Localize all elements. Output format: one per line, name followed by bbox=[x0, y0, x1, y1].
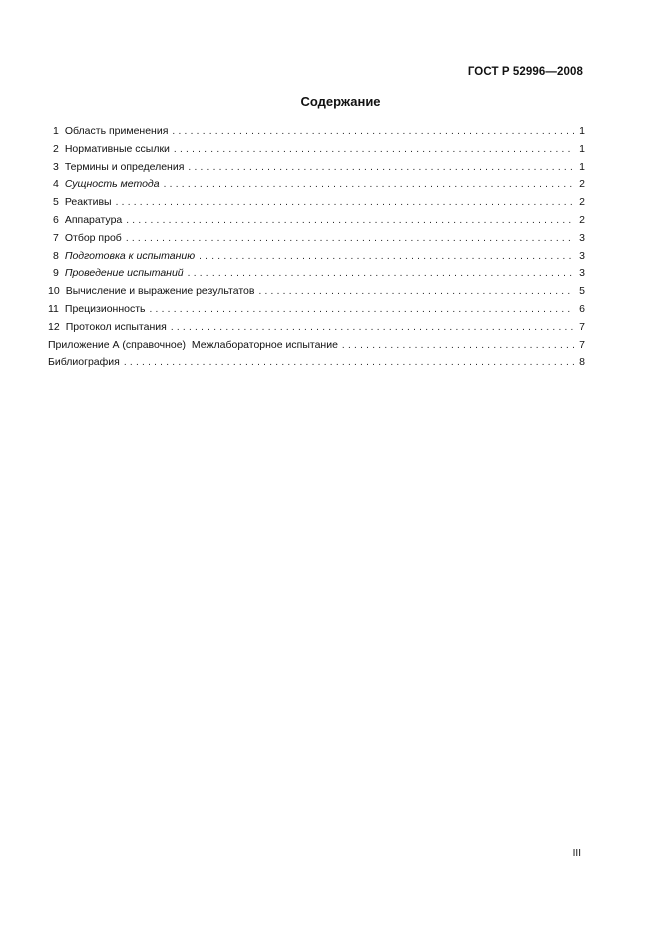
toc-entry-label: Проведение испытаний bbox=[64, 267, 184, 280]
toc-entry-page: 2 bbox=[579, 178, 585, 191]
toc-entry[interactable] bbox=[48, 196, 585, 214]
toc-leader-dots bbox=[342, 340, 574, 351]
toc-entry-number: 5 bbox=[53, 196, 59, 209]
toc-entry[interactable] bbox=[48, 232, 585, 250]
toc-entry-page: 7 bbox=[579, 338, 585, 351]
toc-entry-label: Термины и определения bbox=[64, 160, 185, 173]
toc-entry-page: 1 bbox=[579, 125, 585, 137]
toc-entry[interactable] bbox=[48, 161, 585, 179]
toc-leader-dots bbox=[174, 144, 574, 155]
table-of-contents bbox=[48, 125, 585, 374]
toc-entry-label: Протокол испытания bbox=[65, 320, 167, 333]
toc-entry-label: Сущность метода bbox=[64, 178, 160, 191]
toc-entry-label: Нормативные ссылки bbox=[64, 142, 170, 155]
toc-leader-dots bbox=[188, 162, 574, 173]
toc-entry-number: 8 bbox=[53, 249, 59, 262]
toc-entry-label: Библиография bbox=[48, 356, 120, 369]
toc-entry-label: Отбор проб bbox=[64, 231, 122, 244]
toc-entry-page: 2 bbox=[579, 196, 585, 209]
toc-entry[interactable] bbox=[48, 339, 585, 357]
toc-leader-dots bbox=[199, 251, 574, 262]
toc-leader-dots bbox=[116, 197, 574, 208]
toc-leader-dots bbox=[126, 233, 574, 244]
toc-entry-label: Реактивы bbox=[64, 196, 112, 209]
toc-leader-dots bbox=[150, 304, 575, 315]
toc-entry-page: 1 bbox=[579, 160, 585, 173]
toc-entry[interactable] bbox=[48, 125, 585, 143]
toc-entry-page: 3 bbox=[579, 231, 585, 244]
toc-entry-number: 4 bbox=[53, 178, 59, 191]
toc-entry-page: 3 bbox=[579, 249, 585, 262]
toc-leader-dots bbox=[164, 179, 574, 190]
toc-entry-number: 3 bbox=[53, 160, 59, 173]
toc-entry-label: Область применения bbox=[64, 125, 169, 137]
page-number: III bbox=[572, 848, 581, 859]
toc-entry[interactable] bbox=[48, 321, 585, 339]
toc-entry-number: 11 bbox=[48, 302, 59, 315]
toc-leader-dots bbox=[126, 215, 574, 226]
document-code: ГОСТ Р 52996—2008 bbox=[467, 66, 583, 78]
toc-entry-number: 12 bbox=[48, 320, 60, 333]
toc-entry-number: 10 bbox=[48, 285, 60, 298]
toc-entry-label: Прецизионность bbox=[64, 302, 146, 315]
toc-entry-label: Приложение А (справочное) Межлабораторное испытание bbox=[48, 338, 338, 351]
toc-entry[interactable] bbox=[48, 267, 585, 285]
toc-entry[interactable] bbox=[48, 143, 585, 161]
toc-leader-dots bbox=[172, 126, 574, 137]
toc-entry-page: 1 bbox=[579, 142, 585, 155]
toc-title: Содержание bbox=[300, 94, 381, 109]
toc-leader-dots bbox=[124, 357, 574, 368]
toc-entry-page: 6 bbox=[579, 302, 585, 315]
toc-entry-label: Аппаратура bbox=[64, 213, 123, 226]
toc-entry-page: 5 bbox=[579, 285, 585, 298]
toc-entry-label: Подготовка к испытанию bbox=[64, 249, 196, 262]
toc-entry[interactable] bbox=[48, 356, 585, 374]
toc-entry[interactable] bbox=[48, 250, 585, 268]
toc-entry[interactable] bbox=[48, 303, 585, 321]
toc-leader-dots bbox=[188, 268, 574, 279]
toc-entry-page: 7 bbox=[579, 320, 585, 333]
toc-leader-dots bbox=[258, 286, 574, 297]
toc-entry-number: 7 bbox=[53, 231, 59, 244]
toc-entry[interactable] bbox=[48, 285, 585, 303]
toc-leader-dots bbox=[171, 322, 574, 333]
toc-entry[interactable] bbox=[48, 214, 585, 232]
toc-entry-page: 2 bbox=[579, 213, 585, 226]
toc-entry-number: 9 bbox=[53, 267, 59, 280]
toc-entry-label: Вычисление и выражение результатов bbox=[65, 285, 255, 298]
toc-entry-number: 2 bbox=[53, 142, 59, 155]
toc-entry-number: 6 bbox=[53, 213, 59, 226]
toc-entry-number: 1 bbox=[53, 125, 59, 137]
toc-entry-page: 8 bbox=[579, 356, 585, 369]
toc-entry[interactable] bbox=[48, 178, 585, 196]
toc-entry-page: 3 bbox=[579, 267, 585, 280]
